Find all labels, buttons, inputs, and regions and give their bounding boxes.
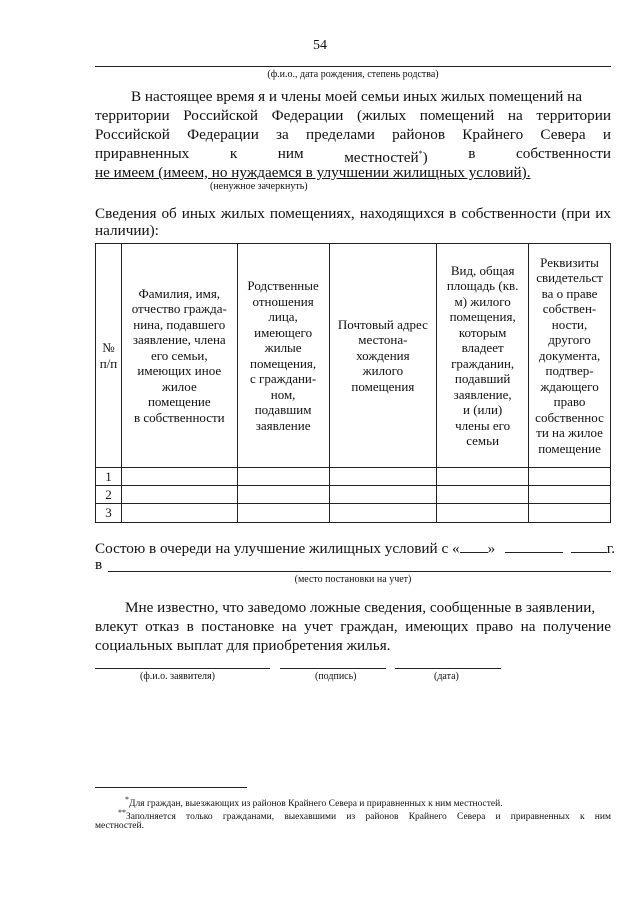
signature-caption: (подпись) (315, 671, 357, 682)
info-heading-line1: Сведения об иных жилых помещениях, находящихся в собственности (при их (95, 205, 611, 222)
header-line: собствен- (542, 301, 597, 317)
table-cell[interactable] (437, 486, 529, 504)
header-line: Фамилия, имя, (138, 285, 221, 301)
page-number: 54 (313, 38, 327, 53)
table-cell[interactable] (329, 486, 437, 504)
applicant-name-caption: (ф.и.о. заявителя) (140, 671, 215, 682)
header-line: гражданин, (451, 355, 515, 371)
header-line: другого (548, 332, 591, 348)
header-line: жилое (161, 378, 197, 394)
header-line: собственнос (535, 409, 604, 425)
header-line: право (553, 394, 586, 410)
footnote-1-text: Для граждан, выезжающих из районов Крайнего Севера и приравненных к ним местностей. (129, 799, 503, 810)
header-line: подтвер- (545, 363, 594, 379)
row-number: 3 (96, 504, 122, 523)
table-cell[interactable] (121, 468, 237, 486)
table-cell[interactable] (329, 468, 437, 486)
para1-line5: не имеем (имеем, но нуждаемся в улучшении жилищных условий). (95, 164, 531, 181)
footnote-separator (95, 787, 247, 788)
header-line: владеет (461, 340, 504, 355)
header-line: заявление, члена (132, 332, 226, 348)
table-row (96, 468, 611, 486)
queue-text: Состою в очереди на улучшение жилищных условий с « (95, 540, 460, 557)
header-line: ности, (551, 316, 588, 332)
table-cell[interactable] (437, 468, 529, 486)
header-line: площадь (кв. (446, 278, 519, 293)
header-line: члены его (455, 417, 511, 433)
header-line: помещение (147, 394, 211, 410)
para1-word: местностей*) (344, 149, 428, 167)
table-cell[interactable] (121, 504, 237, 523)
top-caption: (ф.и.о., дата рождения, степень родства) (267, 69, 439, 80)
header-line: п/п (99, 355, 118, 371)
queue-place-caption: (место постановки на учет) (294, 574, 412, 585)
header-line: заявление (255, 417, 311, 433)
para1-line2: территории Российской Федерации (жилых помещений на территории (95, 107, 611, 124)
para1-word: собственности (515, 145, 611, 162)
footnote-2 (118, 808, 611, 822)
queue-place-line[interactable] (108, 571, 611, 572)
header-line: семьи (466, 433, 500, 448)
header-line: заявление, (453, 386, 512, 402)
header-cell (529, 244, 611, 468)
header-line: в собственности (133, 409, 225, 425)
header-line: и (или) (462, 402, 503, 417)
header-line: жилые (264, 340, 302, 355)
para1-word: ним (277, 145, 304, 162)
header-line: имеющего (254, 324, 313, 340)
header-line: м) жилого (454, 293, 511, 309)
table-header-row (96, 244, 611, 468)
header-line: лица, (268, 309, 298, 324)
para2-line2: влекут отказ в постановке на учет граждан, имеющих право на получение (95, 618, 611, 635)
header-line: помещения, (250, 355, 317, 371)
date-caption: (дата) (434, 671, 459, 682)
para1-line1: В настоящее время я и члены моей семьи иных жилых помещений на (131, 88, 583, 105)
header-line: Реквизиты (540, 254, 599, 270)
para1-word: приравненных (95, 145, 190, 162)
table-cell[interactable] (237, 504, 329, 523)
table-cell[interactable] (437, 504, 529, 523)
header-line: местона- (358, 332, 408, 348)
applicant-name-line[interactable] (95, 668, 270, 669)
table-cell[interactable] (529, 468, 611, 486)
table-cell[interactable] (121, 486, 237, 504)
row-number: 2 (96, 486, 122, 504)
para1-word: к (229, 145, 238, 162)
table-cell[interactable] (237, 486, 329, 504)
signature-line[interactable] (280, 668, 386, 669)
table-row (96, 486, 611, 504)
table-row (96, 504, 611, 523)
header-line: которым (458, 324, 507, 340)
header-line: отношения (252, 293, 314, 309)
date-line[interactable] (395, 668, 501, 669)
header-line: жилого (362, 363, 404, 379)
property-table (95, 243, 611, 523)
footnote-1-mark: * (125, 795, 129, 804)
row-number: 1 (96, 468, 122, 486)
para1-word: в (468, 145, 476, 162)
header-line: Почтовый адрес (337, 316, 428, 332)
header-cell (96, 244, 122, 468)
header-line: нина, подавшего (133, 316, 226, 332)
footnote-2-mark: ** (118, 808, 126, 817)
queue-day-field[interactable] (460, 540, 488, 553)
header-line: имеющих иное (137, 363, 222, 379)
header-cell (329, 244, 437, 468)
para2-line1: Мне известно, что заведомо ложные сведения, сообщенные в заявлении, (125, 599, 596, 616)
queue-text: » (487, 540, 496, 557)
top-fill-line (95, 66, 611, 67)
footnote-2-cont: местностей. (95, 821, 144, 831)
header-line: ва о праве (541, 285, 598, 301)
queue-text: г. (606, 540, 616, 557)
header-line: с граждани- (249, 371, 317, 386)
queue-month-field[interactable] (505, 540, 563, 553)
header-cell (237, 244, 329, 468)
para2-line3: социальных выплат для приобретения жилья. (95, 637, 391, 654)
queue-line (95, 540, 615, 558)
info-heading-line2: наличии): (95, 222, 159, 239)
header-line: подавшим (254, 402, 312, 417)
header-line: помещения, (449, 309, 516, 324)
header-line: документа, (538, 347, 601, 363)
strike-note: (ненужное зачеркнуть) (210, 181, 308, 192)
table-cell[interactable] (529, 486, 611, 504)
header-line: Вид, общая (450, 262, 515, 278)
header-line: ном, (270, 386, 296, 402)
table-cell[interactable] (329, 504, 437, 523)
header-line: подавший (454, 371, 511, 386)
header-line: его семьи, (150, 347, 208, 363)
header-line: № (102, 340, 115, 355)
table-cell[interactable] (237, 468, 329, 486)
header-line: ти на жилое (536, 425, 603, 441)
header-line: ждающего (540, 378, 599, 394)
header-line: помещение (538, 440, 601, 456)
header-line: свидетельст (536, 270, 603, 286)
queue-place-prefix: в (95, 556, 103, 573)
header-line: хождения (356, 347, 410, 363)
header-cell (121, 244, 237, 468)
header-line: помещения (351, 378, 415, 394)
header-cell (437, 244, 529, 468)
header-line: отчество гражда- (131, 301, 227, 317)
table-cell[interactable] (529, 504, 611, 523)
footnote-2-text: Заполняется только гражданами, выехавшими из районов Крайнего Севера и приравненных к ним (126, 812, 611, 823)
footnote-mark: * (418, 149, 423, 158)
header-line: Родственные (247, 278, 319, 293)
para1-line3: Российской Федерации за пределами районов Крайнего Севера и (95, 126, 611, 143)
queue-year-field[interactable] (571, 540, 607, 553)
